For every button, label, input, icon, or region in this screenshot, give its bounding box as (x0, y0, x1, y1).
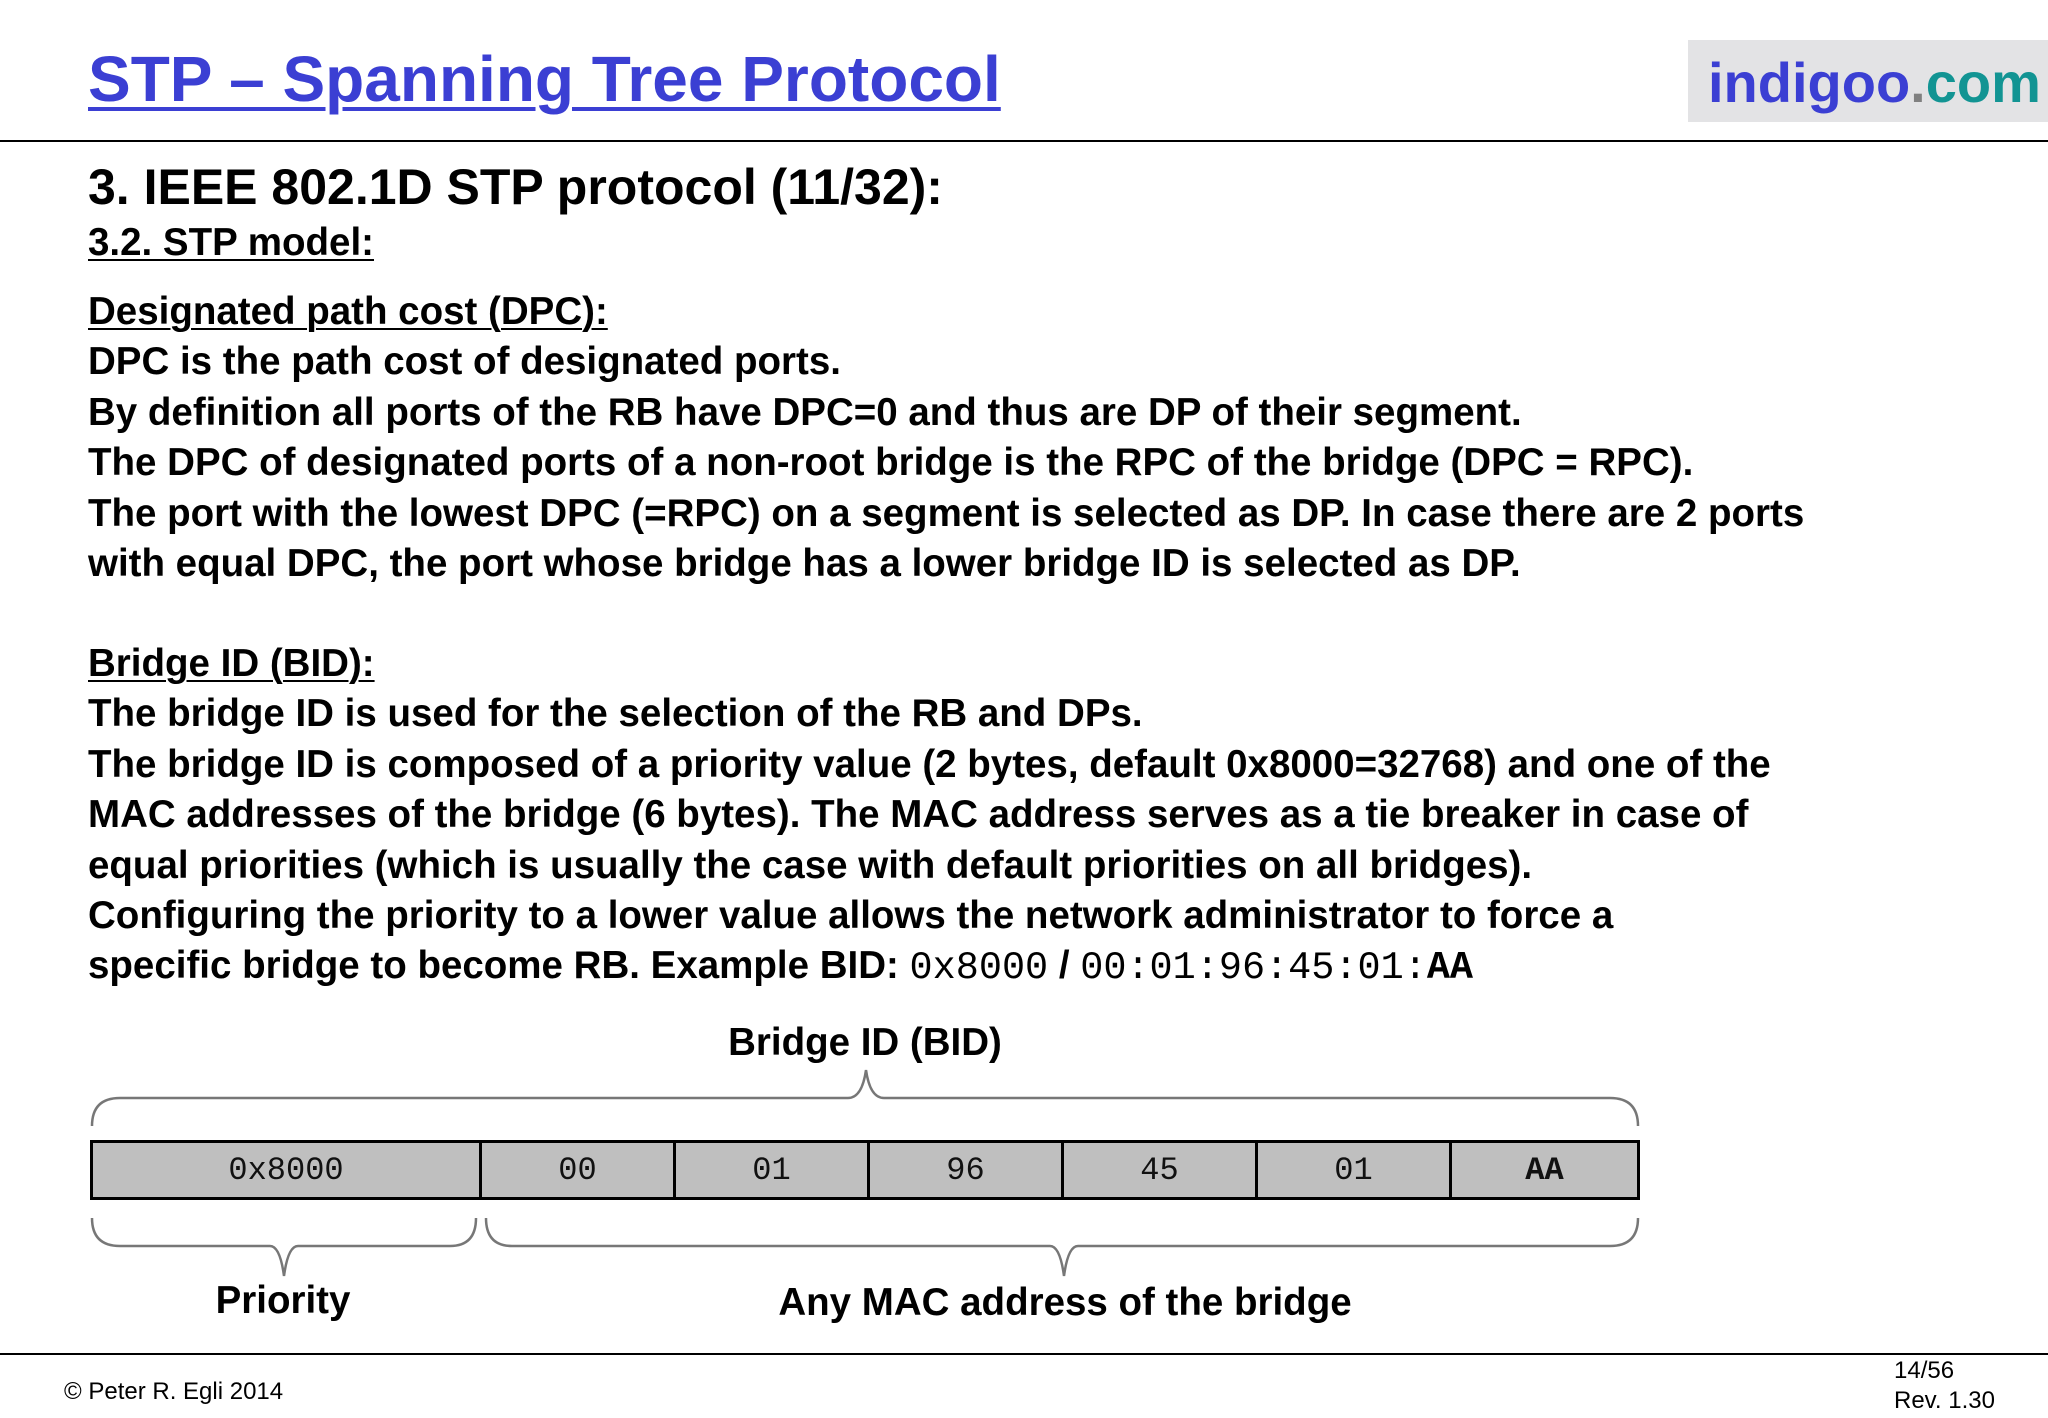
slide-title: STP – Spanning Tree Protocol (88, 43, 1001, 115)
bid-example-separator: / (1048, 944, 1081, 988)
bid-line: MAC addresses of the bridge (6 bytes). The MAC address serves as a tie breaker in case of (88, 793, 1749, 837)
bid-cell-mac-byte: 96 (867, 1143, 1061, 1197)
dpc-line: By definition all ports of the RB have DPC=0 and thus are DP of their segment. (88, 390, 1522, 434)
dpc-line: DPC is the path cost of designated ports. (88, 340, 841, 384)
bid-heading: Bridge ID (BID): (88, 642, 375, 685)
bid-field-table (90, 1140, 1640, 1200)
bid-example-mac-last: AA (1426, 946, 1474, 991)
bid-line: The bridge ID is composed of a priority value (2 bytes, default 0x8000=32768) and one of the (88, 742, 1771, 786)
bid-cell-mac-byte: 01 (673, 1143, 867, 1197)
bid-cell-mac-byte: 00 (479, 1143, 673, 1197)
dpc-line: The DPC of designated ports of a non-root bridge is the RPC of the bridge (DPC = RPC). (88, 441, 1694, 485)
diagram-priority-label: Priority (215, 1279, 351, 1322)
dpc-line: The port with the lowest DPC (=RPC) on a segment is selected as DP. In case there are 2 ports (88, 491, 1805, 535)
bid-cell-priority: 0x8000 (228, 1151, 344, 1189)
footer-revision: Rev. 1.30 (1894, 1387, 1995, 1414)
logo-part1: indigoo (1708, 51, 1911, 114)
section-heading: 3. IEEE 802.1D STP protocol (11/32): (88, 159, 943, 215)
bid-line: equal priorities (which is usually the case with default priorities on all bridges). (88, 843, 1533, 887)
mac-brace (486, 1218, 1638, 1276)
footer-copyright: © Peter R. Egli 2014 (64, 1378, 284, 1405)
bid-example-priority: 0x8000 (909, 946, 1049, 991)
logo-dot: . (1910, 51, 1926, 114)
footer-divider (0, 1353, 2048, 1355)
footer-page-info (1894, 1356, 1995, 1416)
bid-example-mac: 00:01:96:45:01: (1080, 946, 1427, 991)
footer-page-number: 14/56 (1894, 1357, 1955, 1384)
bid-example-text: specific bridge to become RB. Example BID: (88, 944, 910, 988)
bid-cell-mac-byte: 45 (1061, 1143, 1255, 1197)
priority-brace (92, 1218, 476, 1276)
top-brace (92, 1070, 1638, 1126)
bid-cell-mac-byte-last: AA (1449, 1143, 1637, 1197)
logo-part2: com (1925, 51, 2041, 114)
bid-line: Configuring the priority to a lower value allows the network administrator to force a (88, 894, 1614, 938)
bid-cell-mac-byte: 01 (1255, 1143, 1449, 1197)
section-subheading: 3.2. STP model: (88, 221, 374, 264)
dpc-heading: Designated path cost (DPC): (88, 290, 608, 333)
dpc-line: with equal DPC, the port whose bridge has a lower bridge ID is selected as DP. (88, 542, 1521, 586)
diagram-bid-label: Bridge ID (BID) (728, 1021, 1002, 1064)
bid-line: The bridge ID is used for the selection of the RB and DPs. (88, 692, 1143, 736)
diagram-mac-label: Any MAC address of the bridge (778, 1281, 1352, 1324)
